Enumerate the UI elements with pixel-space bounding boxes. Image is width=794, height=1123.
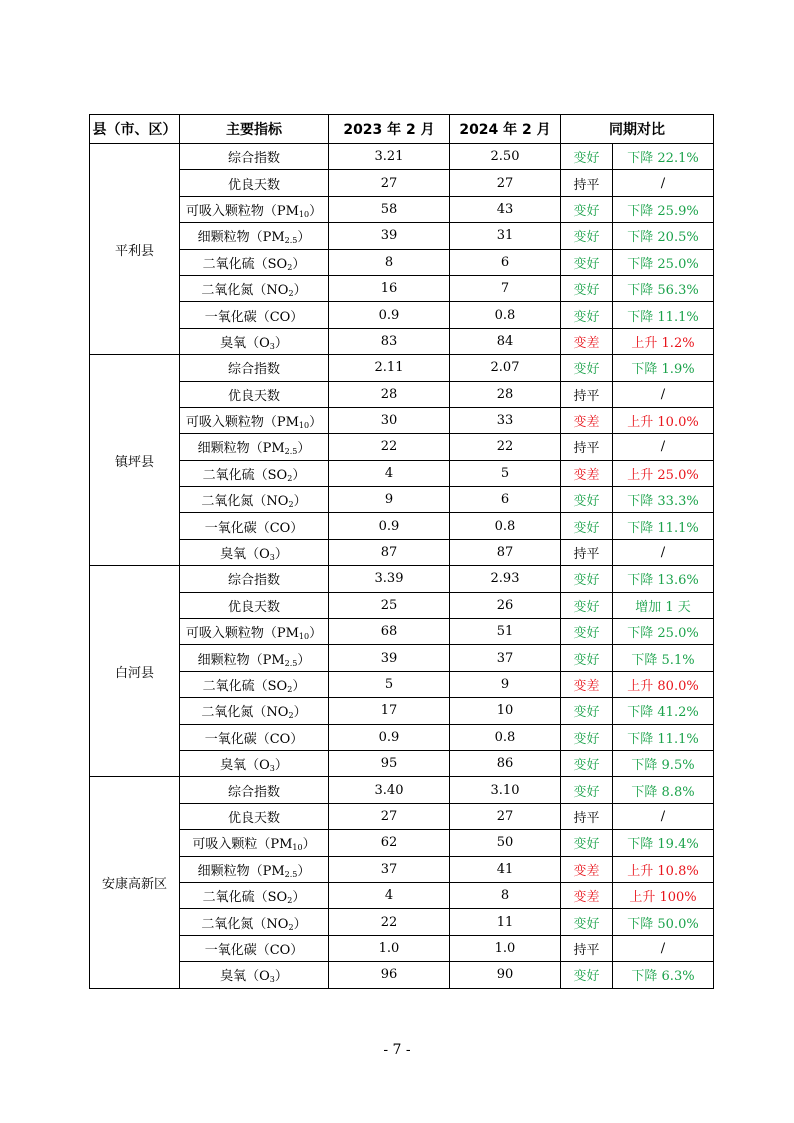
indicator-subscript: 2	[287, 473, 293, 483]
value-2023: 96	[329, 962, 450, 988]
value-2023: 83	[329, 328, 450, 354]
indicator-subscript: 2	[287, 685, 293, 694]
county-cell: 平利县	[90, 144, 180, 355]
status-cell: 变好	[561, 513, 613, 539]
status-cell: 持平	[561, 803, 613, 829]
indicator-cell	[180, 909, 329, 935]
value-2024: 27	[450, 170, 561, 196]
change-cell: /	[613, 381, 714, 407]
indicator-cell	[180, 592, 329, 618]
status-cell: 持平	[561, 434, 613, 460]
indicator-cell	[180, 407, 329, 433]
value-2023: 16	[329, 275, 450, 301]
indicator-subscript: 2.5	[284, 236, 298, 246]
indicator-cell	[180, 724, 329, 750]
indicator-close: ）	[274, 758, 288, 774]
indicator-label: 一氧化碳（CO）	[204, 731, 304, 747]
value-2023: 0.9	[329, 513, 450, 539]
change-cell: 下降 33.3%	[613, 487, 714, 513]
value-2023: 17	[329, 698, 450, 724]
indicator-cell	[180, 882, 329, 908]
change-cell: 上升 10.0%	[613, 407, 714, 433]
indicator-cell	[180, 434, 329, 460]
indicator-label: 二氧化氮（NO	[201, 705, 289, 721]
change-cell: 上升 100%	[613, 882, 714, 908]
value-2023: 87	[329, 539, 450, 565]
indicator-close: ）	[309, 415, 323, 431]
indicator-label: 优良天数	[227, 388, 280, 404]
value-2024: 27	[450, 803, 561, 829]
table-row	[90, 698, 714, 724]
table-row	[90, 856, 714, 882]
table-row	[90, 355, 714, 381]
table-row	[90, 724, 714, 750]
status-cell: 变差	[561, 882, 613, 908]
value-2024: 6	[450, 487, 561, 513]
change-cell: 下降 41.2%	[613, 698, 714, 724]
status-cell: 变好	[561, 196, 613, 222]
table-row	[90, 487, 714, 513]
value-2023: 3.21	[329, 144, 450, 170]
value-2023: 27	[329, 803, 450, 829]
indicator-label: 可吸入颗粒（PM	[192, 837, 293, 853]
change-cell: 下降 13.6%	[613, 566, 714, 592]
indicator-label: 综合指数	[227, 573, 280, 589]
header-indicator: 主要指标	[180, 115, 329, 144]
indicator-cell	[180, 302, 329, 328]
indicator-cell	[180, 539, 329, 565]
indicator-subscript: 2	[288, 711, 294, 721]
value-2024: 0.8	[450, 302, 561, 328]
table-row	[90, 144, 714, 170]
change-cell: 下降 20.5%	[613, 223, 714, 249]
indicator-close: ）	[292, 467, 306, 483]
value-2023: 3.40	[329, 777, 450, 803]
indicator-label: 综合指数	[227, 151, 280, 167]
table-row	[90, 302, 714, 328]
value-2024: 0.8	[450, 724, 561, 750]
indicator-subscript: 3	[269, 975, 275, 985]
indicator-label: 二氧化氮（NO	[201, 283, 289, 299]
value-2024: 10	[450, 698, 561, 724]
indicator-subscript: 3	[269, 341, 275, 351]
value-2024: 41	[450, 856, 561, 882]
value-2023: 4	[329, 460, 450, 486]
indicator-subscript: 2.5	[284, 447, 298, 457]
value-2024: 2.50	[450, 144, 561, 170]
status-cell: 变好	[561, 275, 613, 301]
indicator-subscript: 10	[298, 421, 310, 431]
status-cell: 变差	[561, 671, 613, 697]
indicator-close: ）	[293, 916, 307, 932]
value-2023: 27	[329, 170, 450, 196]
indicator-cell	[180, 750, 329, 776]
status-cell: 变好	[561, 909, 613, 935]
indicator-label: 二氧化氮（NO	[201, 916, 289, 932]
status-cell: 持平	[561, 539, 613, 565]
change-cell: /	[613, 434, 714, 460]
change-cell: 下降 9.5%	[613, 750, 714, 776]
page-number: - 7 -	[383, 1042, 411, 1058]
change-cell: 下降 25.0%	[613, 249, 714, 275]
indicator-cell	[180, 275, 329, 301]
indicator-subscript: 3	[269, 553, 275, 563]
table-row	[90, 619, 714, 645]
status-cell: 变好	[561, 566, 613, 592]
value-2024: 2.07	[450, 355, 561, 381]
county-cell: 镇坪县	[90, 355, 180, 566]
change-cell: 下降 22.1%	[613, 144, 714, 170]
indicator-close: ）	[309, 626, 323, 642]
change-cell: 下降 5.1%	[613, 645, 714, 671]
change-cell: 增加 1 天	[613, 592, 714, 618]
table-row	[90, 328, 714, 354]
value-2024: 84	[450, 328, 561, 354]
value-2024: 86	[450, 750, 561, 776]
indicator-subscript: 2.5	[284, 869, 298, 879]
indicator-cell	[180, 249, 329, 275]
indicator-cell	[180, 566, 329, 592]
status-cell: 变差	[561, 407, 613, 433]
value-2024: 28	[450, 381, 561, 407]
indicator-close: ）	[297, 863, 311, 879]
value-2024: 7	[450, 275, 561, 301]
value-2023: 58	[329, 196, 450, 222]
indicator-cell	[180, 698, 329, 724]
indicator-cell	[180, 830, 329, 856]
table-row	[90, 750, 714, 776]
indicator-label: 二氧化硫（SO	[202, 467, 288, 483]
change-cell: /	[613, 539, 714, 565]
change-cell: 下降 25.0%	[613, 619, 714, 645]
change-cell: 上升 1.2%	[613, 328, 714, 354]
indicator-cell	[180, 328, 329, 354]
value-2024: 43	[450, 196, 561, 222]
value-2024: 8	[450, 882, 561, 908]
status-cell: 变好	[561, 698, 613, 724]
table-row	[90, 407, 714, 433]
change-cell: 下降 11.1%	[613, 513, 714, 539]
table-row	[90, 196, 714, 222]
indicator-label: 臭氧（O	[220, 335, 270, 351]
value-2024: 5	[450, 460, 561, 486]
status-cell: 变差	[561, 328, 613, 354]
status-cell: 变好	[561, 302, 613, 328]
table-row	[90, 223, 714, 249]
value-2024: 9	[450, 671, 561, 697]
table-row	[90, 830, 714, 856]
table-row	[90, 935, 714, 961]
status-cell: 持平	[561, 381, 613, 407]
indicator-subscript: 2	[288, 289, 294, 299]
indicator-label: 优良天数	[227, 810, 280, 826]
value-2024: 50	[450, 830, 561, 856]
table-row	[90, 777, 714, 803]
value-2023: 62	[329, 830, 450, 856]
indicator-label: 细颗粒物（PM	[197, 652, 285, 668]
status-cell: 变好	[561, 830, 613, 856]
indicator-cell	[180, 460, 329, 486]
header-comparison: 同期对比	[561, 115, 714, 144]
indicator-cell	[180, 645, 329, 671]
status-cell: 持平	[561, 935, 613, 961]
indicator-label: 细颗粒物（PM	[197, 230, 285, 246]
indicator-label: 二氧化氮（NO	[201, 494, 289, 510]
value-2024: 87	[450, 539, 561, 565]
change-cell: 下降 50.0%	[613, 909, 714, 935]
value-2024: 11	[450, 909, 561, 935]
change-cell: 上升 10.8%	[613, 856, 714, 882]
status-cell: 变好	[561, 249, 613, 275]
change-cell: 下降 1.9%	[613, 355, 714, 381]
value-2023: 37	[329, 856, 450, 882]
table-body	[90, 144, 714, 989]
indicator-subscript: 10	[292, 843, 303, 853]
indicator-close: ）	[297, 230, 311, 246]
indicator-close: ）	[274, 969, 288, 985]
indicator-cell	[180, 170, 329, 196]
change-cell: 上升 25.0%	[613, 460, 714, 486]
value-2024: 90	[450, 962, 561, 988]
indicator-label: 综合指数	[227, 784, 280, 800]
status-cell: 变差	[561, 460, 613, 486]
header-county: 县（市、区）	[90, 115, 180, 144]
value-2023: 95	[329, 750, 450, 776]
table-row	[90, 803, 714, 829]
table-row	[90, 275, 714, 301]
table-row	[90, 381, 714, 407]
indicator-close: ）	[293, 494, 307, 510]
value-2023: 8	[329, 249, 450, 275]
indicator-subscript: 2	[287, 262, 293, 272]
indicator-close: ）	[292, 890, 306, 906]
table-row	[90, 645, 714, 671]
table-row	[90, 566, 714, 592]
indicator-close: ）	[293, 283, 307, 299]
value-2024: 0.8	[450, 513, 561, 539]
value-2024: 31	[450, 223, 561, 249]
header-2023: 2023 年 2 月	[329, 115, 450, 144]
value-2023: 4	[329, 882, 450, 908]
value-2023: 28	[329, 381, 450, 407]
value-2023: 22	[329, 434, 450, 460]
value-2024: 26	[450, 592, 561, 618]
table-row	[90, 460, 714, 486]
indicator-cell	[180, 962, 329, 988]
indicator-cell	[180, 381, 329, 407]
indicator-close: ）	[292, 256, 306, 272]
change-cell: /	[613, 803, 714, 829]
indicator-label: 一氧化碳（CO）	[204, 309, 304, 325]
indicator-close: ）	[293, 705, 307, 721]
status-cell: 变好	[561, 645, 613, 671]
indicator-label: 二氧化硫（SO	[202, 256, 288, 272]
indicator-label: 臭氧（O	[220, 547, 270, 563]
county-cell: 安康高新区	[90, 777, 180, 988]
value-2023: 39	[329, 223, 450, 249]
table-row	[90, 962, 714, 988]
status-cell: 变好	[561, 619, 613, 645]
indicator-cell	[180, 619, 329, 645]
status-cell: 变好	[561, 777, 613, 803]
value-2023: 3.39	[329, 566, 450, 592]
indicator-cell	[180, 803, 329, 829]
table-row	[90, 671, 714, 697]
table-row	[90, 249, 714, 275]
header-2024: 2024 年 2 月	[450, 115, 561, 144]
indicator-label: 优良天数	[227, 177, 280, 193]
indicator-cell	[180, 223, 329, 249]
indicator-label: 优良天数	[227, 599, 280, 615]
indicator-label: 一氧化碳（CO）	[204, 520, 304, 536]
table-row	[90, 170, 714, 196]
status-cell: 变差	[561, 856, 613, 882]
value-2023: 68	[329, 619, 450, 645]
indicator-subscript: 2	[288, 922, 294, 932]
indicator-subscript: 2.5	[284, 658, 298, 668]
indicator-close: ）	[274, 335, 288, 351]
indicator-label: 二氧化硫（SO	[202, 679, 288, 694]
indicator-label: 可吸入颗粒物（PM	[185, 626, 299, 642]
status-cell: 变好	[561, 487, 613, 513]
indicator-cell	[180, 513, 329, 539]
indicator-label: 二氧化硫（SO	[202, 890, 288, 906]
change-cell: 下降 6.3%	[613, 962, 714, 988]
change-cell: 下降 56.3%	[613, 275, 714, 301]
value-2023: 0.9	[329, 302, 450, 328]
value-2024: 33	[450, 407, 561, 433]
table-row	[90, 513, 714, 539]
status-cell: 变好	[561, 750, 613, 776]
indicator-label: 细颗粒物（PM	[197, 863, 285, 879]
indicator-subscript: 2	[287, 896, 293, 906]
indicator-label: 可吸入颗粒物（PM	[185, 415, 299, 431]
value-2023: 2.11	[329, 355, 450, 381]
value-2024: 3.10	[450, 777, 561, 803]
value-2023: 39	[329, 645, 450, 671]
change-cell: 下降 11.1%	[613, 302, 714, 328]
table-row	[90, 909, 714, 935]
indicator-close: ）	[274, 547, 288, 563]
status-cell: 变好	[561, 355, 613, 381]
status-cell: 变好	[561, 962, 613, 988]
value-2023: 30	[329, 407, 450, 433]
county-cell: 白河县	[90, 566, 180, 777]
indicator-cell	[180, 935, 329, 961]
indicator-cell	[180, 777, 329, 803]
value-2023: 25	[329, 592, 450, 618]
indicator-subscript: 10	[298, 632, 310, 642]
indicator-close: ）	[297, 652, 311, 668]
status-cell: 变好	[561, 223, 613, 249]
change-cell: /	[613, 170, 714, 196]
change-cell: 下降 25.9%	[613, 196, 714, 222]
air-quality-table	[89, 114, 714, 989]
change-cell: 上升 80.0%	[613, 671, 714, 697]
change-cell: 下降 19.4%	[613, 830, 714, 856]
value-2024: 2.93	[450, 566, 561, 592]
value-2024: 1.0	[450, 935, 561, 961]
change-cell: 下降 11.1%	[613, 724, 714, 750]
indicator-label: 可吸入颗粒物（PM	[185, 203, 299, 219]
indicator-label: 臭氧（O	[220, 758, 270, 774]
indicator-close: ）	[297, 441, 311, 457]
indicator-label: 细颗粒物（PM	[197, 441, 285, 457]
value-2024: 6	[450, 249, 561, 275]
indicator-close: ）	[292, 679, 306, 694]
table-header-row	[90, 115, 714, 144]
indicator-cell	[180, 856, 329, 882]
indicator-cell	[180, 487, 329, 513]
indicator-cell	[180, 671, 329, 697]
value-2024: 51	[450, 619, 561, 645]
change-cell: 下降 8.8%	[613, 777, 714, 803]
change-cell: /	[613, 935, 714, 961]
indicator-label: 臭氧（O	[220, 969, 270, 985]
indicator-label: 综合指数	[227, 362, 280, 378]
indicator-subscript: 3	[269, 764, 275, 774]
status-cell: 变好	[561, 724, 613, 750]
indicator-close: ）	[309, 203, 323, 219]
indicator-subscript: 10	[298, 209, 310, 219]
table-row	[90, 539, 714, 565]
indicator-close: ）	[302, 837, 316, 853]
value-2023: 9	[329, 487, 450, 513]
table-row	[90, 434, 714, 460]
indicator-cell	[180, 196, 329, 222]
indicator-cell	[180, 144, 329, 170]
table-row	[90, 882, 714, 908]
value-2024: 22	[450, 434, 561, 460]
value-2024: 37	[450, 645, 561, 671]
status-cell: 持平	[561, 170, 613, 196]
indicator-cell	[180, 355, 329, 381]
value-2023: 0.9	[329, 724, 450, 750]
status-cell: 变好	[561, 592, 613, 618]
table-row	[90, 592, 714, 618]
value-2023: 1.0	[329, 935, 450, 961]
indicator-label: 一氧化碳（CO）	[204, 942, 304, 958]
status-cell: 变好	[561, 144, 613, 170]
value-2023: 22	[329, 909, 450, 935]
indicator-subscript: 2	[288, 500, 294, 510]
value-2023: 5	[329, 671, 450, 697]
